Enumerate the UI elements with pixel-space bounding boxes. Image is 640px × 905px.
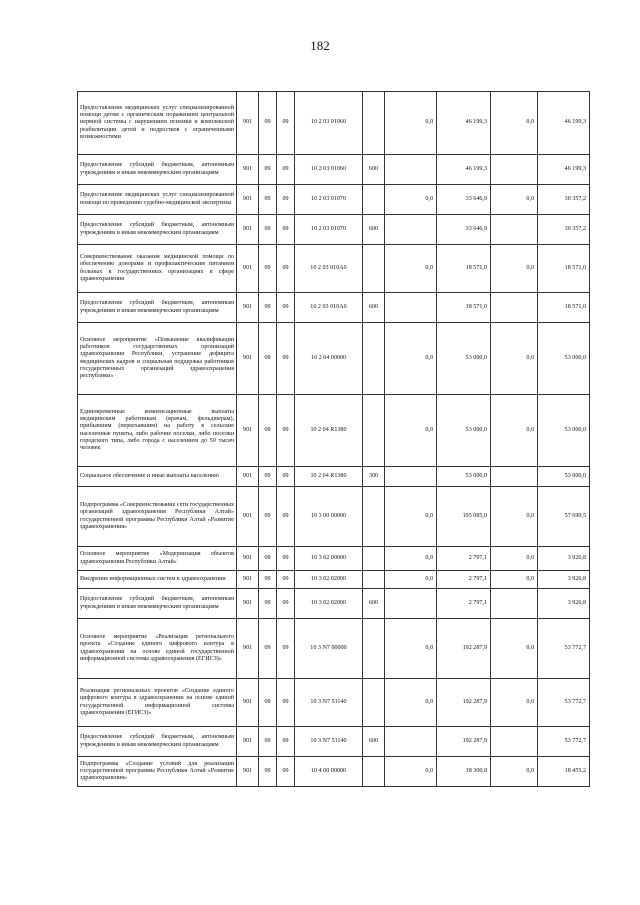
row-ministry-code: 901 xyxy=(237,547,259,571)
row-value-4: 57 699,5 xyxy=(538,487,590,547)
row-value-3: 0,0 xyxy=(491,619,538,679)
row-value-3: 0,0 xyxy=(491,92,538,155)
row-value-4: 53 000,0 xyxy=(538,395,590,467)
row-section-code: 09 xyxy=(259,215,277,245)
row-expense-type-code xyxy=(363,92,385,155)
row-value-2: 18 300,8 xyxy=(437,757,491,787)
page-number: 182 xyxy=(310,38,330,53)
row-value-4: 53 000,0 xyxy=(538,323,590,395)
row-value-3: 0,0 xyxy=(491,487,538,547)
row-name: Внедрение информационных систем в здравоохранении xyxy=(78,571,237,589)
row-subsection-code: 09 xyxy=(277,245,295,293)
row-subsection-code: 09 xyxy=(277,293,295,323)
row-target-code: 10 4 00 00000 xyxy=(295,757,363,787)
row-value-1 xyxy=(385,589,437,619)
row-target-code: 10 2 04 00000 xyxy=(295,323,363,395)
row-section-code: 09 xyxy=(259,155,277,185)
row-name: Подпрограмма «Совершенствование сети государственных организаций здравоохранения Республики Алтай» государственной программы Республики Алтай «Развитие здравоохранения» xyxy=(78,487,237,547)
row-target-code: 10 2 03 01060 xyxy=(295,155,363,185)
row-value-3 xyxy=(491,727,538,757)
row-value-1: 0,0 xyxy=(385,323,437,395)
row-ministry-code: 901 xyxy=(237,571,259,589)
row-value-2: 2 797,1 xyxy=(437,571,491,589)
row-expense-type-code: 600 xyxy=(363,727,385,757)
row-value-3: 0,0 xyxy=(491,679,538,727)
row-ministry-code: 901 xyxy=(237,323,259,395)
row-section-code: 09 xyxy=(259,547,277,571)
row-name: Предоставление субсидий бюджетным, автономным учреждениям и иным некоммерческим организациям xyxy=(78,155,237,185)
row-ministry-code: 901 xyxy=(237,487,259,547)
row-ministry-code: 901 xyxy=(237,185,259,215)
row-expense-type-code xyxy=(363,323,385,395)
row-expense-type-code xyxy=(363,185,385,215)
row-ministry-code: 901 xyxy=(237,679,259,727)
row-name: Основное мероприятие «Повышение квалификации работников государственных организаций здравоохранения Республики, устранение дефицита медицинских кадров и социальная поддержка работников государственных организаций здравоохранения республики» xyxy=(78,323,237,395)
row-section-code: 09 xyxy=(259,92,277,155)
row-target-code: 10 2 03 010А0 xyxy=(295,293,363,323)
row-value-4: 18 455,2 xyxy=(538,757,590,787)
row-value-4: 3 926,8 xyxy=(538,589,590,619)
row-section-code: 09 xyxy=(259,245,277,293)
row-value-4: 53 000,0 xyxy=(538,467,590,487)
row-name: Предоставление субсидий бюджетным, автономным учреждениям и иным некоммерческим организациям xyxy=(78,727,237,757)
table-row xyxy=(78,547,590,571)
row-target-code: 10 2 03 01060 xyxy=(295,92,363,155)
row-value-3: 0,0 xyxy=(491,245,538,293)
row-subsection-code: 09 xyxy=(277,323,295,395)
row-expense-type-code: 600 xyxy=(363,215,385,245)
row-value-4: 53 772,7 xyxy=(538,679,590,727)
row-ministry-code: 901 xyxy=(237,215,259,245)
row-name: Предоставление субсидий бюджетным, автономным учреждениям и иным некоммерческим организациям xyxy=(78,589,237,619)
row-value-4: 3 926,8 xyxy=(538,571,590,589)
table-row xyxy=(78,215,590,245)
row-value-1: 0,0 xyxy=(385,395,437,467)
row-subsection-code: 09 xyxy=(277,571,295,589)
row-value-3: 0,0 xyxy=(491,571,538,589)
table-row xyxy=(78,92,590,155)
row-expense-type-code: 300 xyxy=(363,467,385,487)
table-row xyxy=(78,571,590,589)
row-subsection-code: 09 xyxy=(277,92,295,155)
row-value-3: 0,0 xyxy=(491,185,538,215)
row-value-1 xyxy=(385,467,437,487)
row-ministry-code: 901 xyxy=(237,245,259,293)
row-expense-type-code xyxy=(363,487,385,547)
row-expense-type-code xyxy=(363,757,385,787)
row-subsection-code: 09 xyxy=(277,185,295,215)
row-value-2: 46 199,3 xyxy=(437,92,491,155)
row-name: Основное мероприятие «Реализация регионального проекта «Создание единого цифрового контура в здравоохранении на основе единой государственной информационной системы здравоохранения (ЕГИСЗ)» xyxy=(78,619,237,679)
table-row xyxy=(78,155,590,185)
row-value-4: 30 357,2 xyxy=(538,215,590,245)
row-name: Подпрограмма «Создание условий для реализации государственной программы Республики Алтай «Развитие здравоохранения» xyxy=(78,757,237,787)
row-value-1: 0,0 xyxy=(385,619,437,679)
row-name: Совершенствование оказания медицинской помощи по обеспечению донорами и профилактическим питанием больных в государственных организациях в сфере здравоохранения xyxy=(78,245,237,293)
row-ministry-code: 901 xyxy=(237,589,259,619)
row-subsection-code: 09 xyxy=(277,589,295,619)
row-target-code: 10 2 03 01070 xyxy=(295,215,363,245)
row-value-3: 0,0 xyxy=(491,757,538,787)
row-value-1: 0,0 xyxy=(385,547,437,571)
row-ministry-code: 901 xyxy=(237,467,259,487)
table-body xyxy=(78,92,590,787)
row-value-1: 0,0 xyxy=(385,757,437,787)
row-value-2: 46 199,3 xyxy=(437,155,491,185)
table-row xyxy=(78,467,590,487)
table-row xyxy=(78,245,590,293)
row-target-code: 10 3 02 00000 xyxy=(295,547,363,571)
table-row xyxy=(78,487,590,547)
row-value-2: 18 571,0 xyxy=(437,293,491,323)
row-value-3 xyxy=(491,467,538,487)
row-value-2: 18 571,0 xyxy=(437,245,491,293)
row-target-code: 10 2 03 01070 xyxy=(295,185,363,215)
table-row xyxy=(78,619,590,679)
row-value-2: 2 797,1 xyxy=(437,589,491,619)
row-value-2: 53 000,0 xyxy=(437,395,491,467)
row-ministry-code: 901 xyxy=(237,727,259,757)
row-value-2: 53 000,0 xyxy=(437,323,491,395)
row-name: Предоставление медицинских услуг специализированной помощи по проведению судебно-медицинской экспертизы xyxy=(78,185,237,215)
table-row xyxy=(78,293,590,323)
row-expense-type-code: 600 xyxy=(363,155,385,185)
row-ministry-code: 901 xyxy=(237,155,259,185)
row-subsection-code: 09 xyxy=(277,679,295,727)
table-row xyxy=(78,323,590,395)
row-ministry-code: 901 xyxy=(237,619,259,679)
table-row xyxy=(78,185,590,215)
row-name: Предоставление субсидий бюджетным, автономным учреждениям и иным некоммерческим организациям xyxy=(78,293,237,323)
row-subsection-code: 09 xyxy=(277,467,295,487)
row-value-2: 192 287,9 xyxy=(437,679,491,727)
table-row xyxy=(78,727,590,757)
row-ministry-code: 901 xyxy=(237,293,259,323)
row-subsection-code: 09 xyxy=(277,155,295,185)
row-value-3 xyxy=(491,293,538,323)
row-value-3: 0,0 xyxy=(491,323,538,395)
row-target-code: 10 2 03 010А0 xyxy=(295,245,363,293)
row-value-2: 33 646,9 xyxy=(437,185,491,215)
row-value-2: 2 797,1 xyxy=(437,547,491,571)
row-value-4: 18 571,0 xyxy=(538,245,590,293)
row-name: Социальное обеспечение и иные выплаты населению xyxy=(78,467,237,487)
row-value-3: 0,0 xyxy=(491,395,538,467)
row-value-1 xyxy=(385,155,437,185)
row-section-code: 09 xyxy=(259,467,277,487)
row-value-1: 0,0 xyxy=(385,92,437,155)
row-value-4: 18 571,0 xyxy=(538,293,590,323)
row-section-code: 09 xyxy=(259,571,277,589)
row-expense-type-code xyxy=(363,571,385,589)
row-expense-type-code: 600 xyxy=(363,589,385,619)
row-expense-type-code xyxy=(363,395,385,467)
row-expense-type-code xyxy=(363,245,385,293)
row-expense-type-code xyxy=(363,547,385,571)
row-value-2: 195 085,0 xyxy=(437,487,491,547)
row-ministry-code: 901 xyxy=(237,757,259,787)
table-row xyxy=(78,757,590,787)
row-target-code: 10 3 00 00000 xyxy=(295,487,363,547)
row-value-3 xyxy=(491,589,538,619)
table-row xyxy=(78,679,590,727)
row-value-2: 33 646,9 xyxy=(437,215,491,245)
row-value-2: 192 287,9 xyxy=(437,619,491,679)
row-value-4: 53 772,7 xyxy=(538,619,590,679)
row-value-1 xyxy=(385,727,437,757)
row-subsection-code: 09 xyxy=(277,547,295,571)
row-value-4: 46 199,3 xyxy=(538,92,590,155)
row-ministry-code: 901 xyxy=(237,395,259,467)
row-value-2: 53 000,0 xyxy=(437,467,491,487)
row-value-4: 30 357,2 xyxy=(538,185,590,215)
row-value-3 xyxy=(491,215,538,245)
row-name: Предоставление медицинских услуг специализированной помощи детям с органическим поражением центральной нервной системы с нарушением психики и комплексной реабилитации детей и подростков с ограниченными возможностями xyxy=(78,92,237,155)
row-value-3: 0,0 xyxy=(491,547,538,571)
row-ministry-code: 901 xyxy=(237,92,259,155)
row-section-code: 09 xyxy=(259,757,277,787)
row-value-4: 3 926,8 xyxy=(538,547,590,571)
budget-table xyxy=(77,91,590,787)
row-expense-type-code: 600 xyxy=(363,293,385,323)
row-value-1 xyxy=(385,215,437,245)
row-target-code: 10 3 02 02000 xyxy=(295,571,363,589)
row-value-2: 192 287,9 xyxy=(437,727,491,757)
row-section-code: 09 xyxy=(259,185,277,215)
row-name: Реализация региональных проектов «Создание единого цифрового контура в здравоохранении на основе единой государственной информационной системы здравоохранения (ЕГИСЗ)» xyxy=(78,679,237,727)
row-expense-type-code xyxy=(363,679,385,727)
row-value-1: 0,0 xyxy=(385,185,437,215)
row-value-4: 53 772,7 xyxy=(538,727,590,757)
row-subsection-code: 09 xyxy=(277,757,295,787)
row-target-code: 10 3 02 02000 xyxy=(295,589,363,619)
table-row xyxy=(78,589,590,619)
row-section-code: 09 xyxy=(259,293,277,323)
row-target-code: 10 3 N7 51140 xyxy=(295,727,363,757)
row-value-1 xyxy=(385,293,437,323)
row-section-code: 09 xyxy=(259,323,277,395)
row-subsection-code: 09 xyxy=(277,215,295,245)
table-row xyxy=(78,395,590,467)
row-target-code: 10 2 04 R1380 xyxy=(295,467,363,487)
row-value-3 xyxy=(491,155,538,185)
row-subsection-code: 09 xyxy=(277,395,295,467)
row-expense-type-code xyxy=(363,619,385,679)
row-value-1: 0,0 xyxy=(385,679,437,727)
row-target-code: 10 3 N7 51140 xyxy=(295,679,363,727)
row-name: Единовременные компенсационные выплаты медицинским работникам (врачам, фельдшерам), прибывшим (переехавшим) на работу в сельские населенные пункты, либо рабочие поселки, либо поселки городского типа, либо города с населением до 50 тысяч человек xyxy=(78,395,237,467)
row-section-code: 09 xyxy=(259,727,277,757)
row-section-code: 09 xyxy=(259,589,277,619)
row-subsection-code: 09 xyxy=(277,487,295,547)
row-section-code: 09 xyxy=(259,619,277,679)
row-target-code: 10 3 N7 00000 xyxy=(295,619,363,679)
row-name: Предоставление субсидий бюджетным, автономным учреждениям и иным некоммерческим организациям xyxy=(78,215,237,245)
row-section-code: 09 xyxy=(259,679,277,727)
row-name: Основное мероприятие «Модернизация объектов здравоохранения Республики Алтай» xyxy=(78,547,237,571)
row-subsection-code: 09 xyxy=(277,619,295,679)
row-section-code: 09 xyxy=(259,487,277,547)
row-section-code: 09 xyxy=(259,395,277,467)
row-value-4: 46 199,3 xyxy=(538,155,590,185)
row-subsection-code: 09 xyxy=(277,727,295,757)
row-value-1: 0,0 xyxy=(385,487,437,547)
row-value-1: 0,0 xyxy=(385,571,437,589)
row-target-code: 10 2 04 R1380 xyxy=(295,395,363,467)
row-value-1: 0,0 xyxy=(385,245,437,293)
